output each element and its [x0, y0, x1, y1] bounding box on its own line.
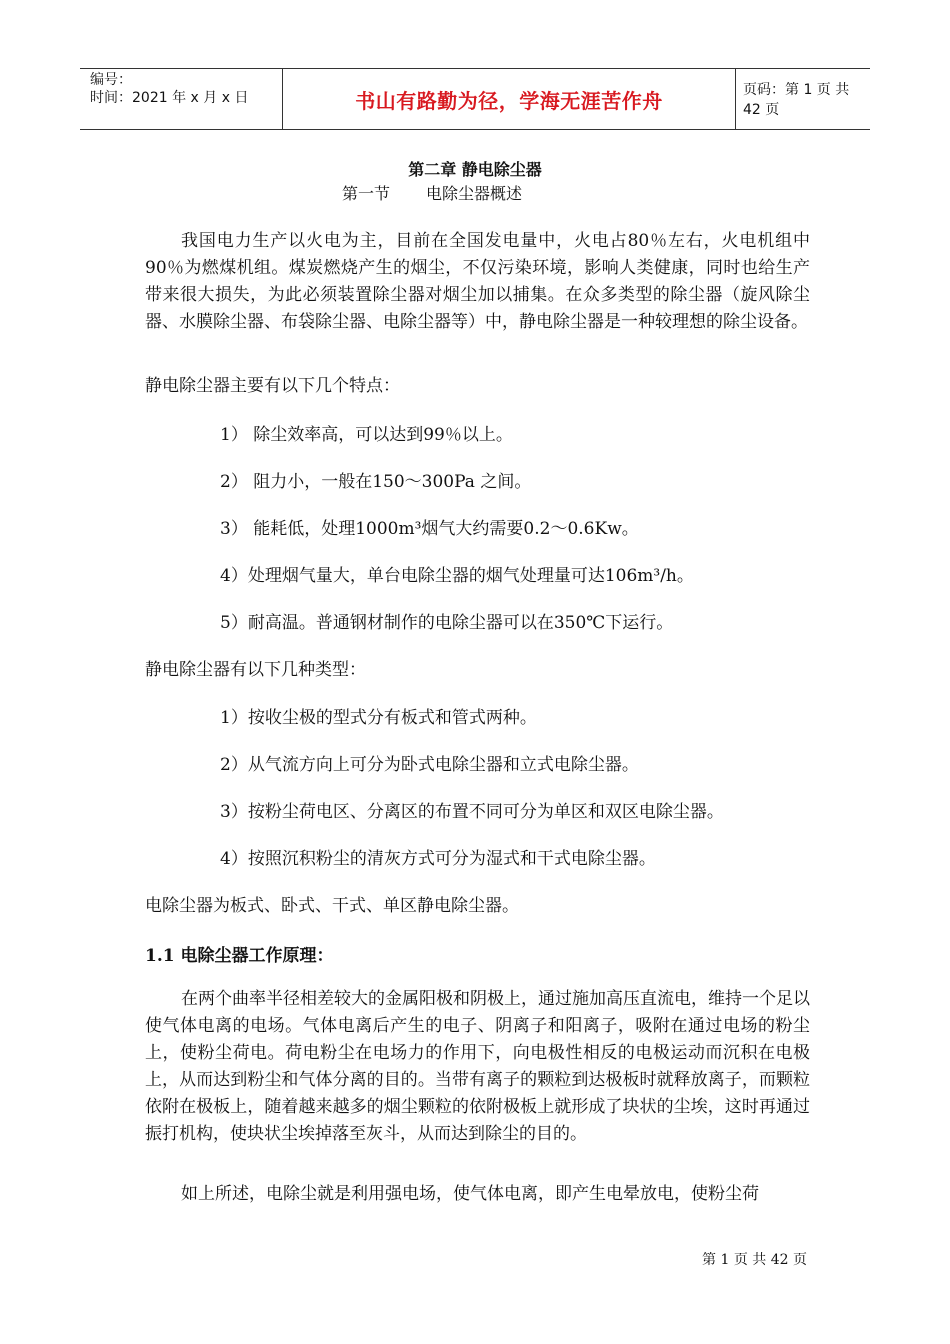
feature-item: 3） 能耗低，处理1000m³烟气大约需要0.2～0.6Kw。 [220, 519, 639, 539]
feature-item: 2） 阻力小，一般在150～300Pa 之间。 [220, 472, 532, 492]
header-page-cell [735, 69, 870, 129]
intro-paragraph: 我国电力生产以火电为主，目前在全国发电量中，火电占80％左右，火电机组中90％为燃煤机组。煤炭燃烧产生的烟尘，不仅污染环境，影响人类健康，同时也给生产带来很大损失，为此必须装置除尘器对烟尘加以捕集。在众多类型的除尘器（旋风除尘器、水膜除尘器、布袋除尘器、电除尘器等）中，静电除尘器是一种较理想的除尘设备。 [145, 231, 810, 332]
motto-text: 书山有路勤为径，学海无涯苦作舟 [355, 88, 663, 113]
type-item: 3）按粉尘荷电区、分离区的布置不同可分为单区和双区电除尘器。 [220, 802, 724, 822]
page-footer: 第 1 页 共 42 页 [702, 1252, 807, 1268]
type-item: 1）按收尘极的型式分有板式和管式两种。 [220, 708, 537, 728]
summary-line: 电除尘器为板式、卧式、干式、单区静电除尘器。 [145, 896, 519, 916]
feature-item: 1） 除尘效率高，可以达到99％以上。 [220, 425, 513, 445]
types-heading: 静电除尘器有以下几种类型： [145, 660, 366, 680]
section-number: 第一节 [342, 184, 391, 203]
document-number-label: 编号： [90, 72, 132, 88]
section-name: 电除尘器概述 [426, 184, 523, 203]
type-item: 2）从气流方向上可分为卧式电除尘器和立式电除尘器。 [220, 755, 639, 775]
header-meta-cell [80, 69, 282, 129]
principle-paragraph: 在两个曲率半径相差较大的金属阳极和阴极上，通过施加高压直流电，维持一个足以使气体电离的电场。气体电离后产生的电子、阴离子和阳离子，吸附在通过电场的粉尘上，使粉尘荷电。荷电粉尘在电场力的作用下，向电极性相反的电极运动而沉积在电极上，从而达到粉尘和气体分离的目的。当带有离子的颗粒到达极板时就释放离子，而颗粒依附在极板上，随着越来越多的烟尘颗粒的依附极板上就形成了块状的尘埃，这时再通过振打机构，使块状尘埃掉落至灰斗，从而达到除尘的目的。 [145, 989, 810, 1144]
header-page-info: 页码：第 1 页 共 42 页 [743, 82, 850, 118]
chapter-title: 第二章 静电除尘器 [408, 160, 542, 179]
type-item: 4）按照沉积粉尘的清灰方式可分为湿式和干式电除尘器。 [220, 849, 656, 869]
principle-paragraph-continued: 如上所述，电除尘就是利用强电场，使气体电离，即产生电晕放电，使粉尘荷 [181, 1184, 759, 1204]
feature-item: 5）耐高温。普通钢材制作的电除尘器可以在350℃下运行。 [220, 613, 674, 633]
document-date: 时间：2021 年 x 月 x 日 [90, 90, 249, 106]
feature-item: 4）处理烟气量大，单台电除尘器的烟气处理量可达106m³/h。 [220, 566, 694, 586]
features-heading: 静电除尘器主要有以下几个特点： [145, 376, 400, 396]
principle-heading: 1.1 电除尘器工作原理： [145, 946, 334, 966]
section-title [342, 181, 522, 204]
header-motto-cell [282, 69, 736, 129]
document-header [80, 68, 870, 130]
